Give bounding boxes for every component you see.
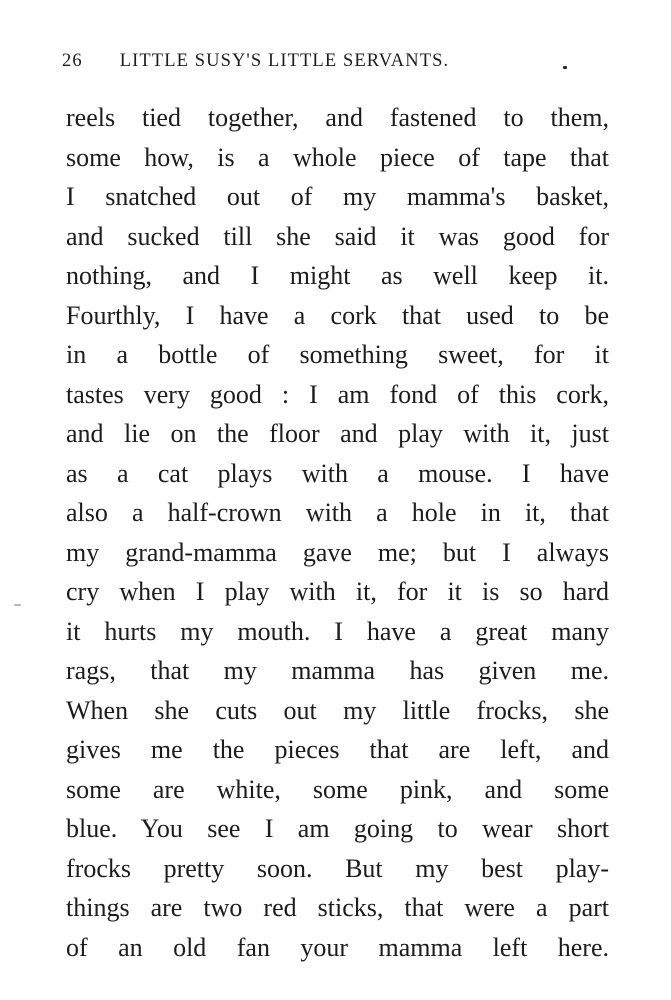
text-line: I snatched out of my mamma's basket, xyxy=(66,182,609,211)
text-line: cry when I play with it, for it is so hard xyxy=(66,577,609,606)
text-line: When she cuts out my little frocks, she xyxy=(66,695,609,725)
text-line: in a bottle of something sweet, for it xyxy=(66,340,609,369)
text-line: and sucked till she said it was good for xyxy=(66,221,609,251)
text-line: as a cat plays with a mouse. I have xyxy=(66,458,609,488)
text-line: rags, that my mamma has given me. xyxy=(66,656,609,685)
ink-speck xyxy=(563,66,567,69)
text-line: some how, is a whole piece of tape that xyxy=(66,142,609,172)
text-line: gives me the pieces that are left, and xyxy=(66,735,609,764)
text-line: reels tied together, and fastened to them, xyxy=(66,103,609,132)
text-line: also a half-crown with a hole in it, that xyxy=(66,498,609,527)
text-line: things are two red sticks, that were a part xyxy=(66,893,609,922)
text-line: of an old fan your mamma left here. xyxy=(66,932,609,962)
text-line: it hurts my mouth. I have a great many xyxy=(66,616,609,646)
running-head xyxy=(62,46,602,76)
text-line: and lie on the floor and play with it, just xyxy=(66,419,609,448)
text-line: Fourthly, I have a cork that used to be xyxy=(66,300,609,330)
text-line: nothing, and I might as well keep it. xyxy=(66,261,609,290)
text-line: some are white, some pink, and some xyxy=(66,774,609,804)
page-number: 26 xyxy=(62,51,83,71)
running-title: LITTLE SUSY'S LITTLE SERVANTS. xyxy=(119,51,450,71)
body-text xyxy=(66,98,609,967)
text-line: blue. You see I am going to wear short xyxy=(66,814,609,843)
text-line: tastes very good : I am fond of this cork, xyxy=(66,379,609,409)
text-line: my grand-mamma gave me; but I always xyxy=(66,537,609,567)
text-line: frocks pretty soon. But my best play- xyxy=(66,853,609,883)
margin-speck xyxy=(14,604,21,606)
